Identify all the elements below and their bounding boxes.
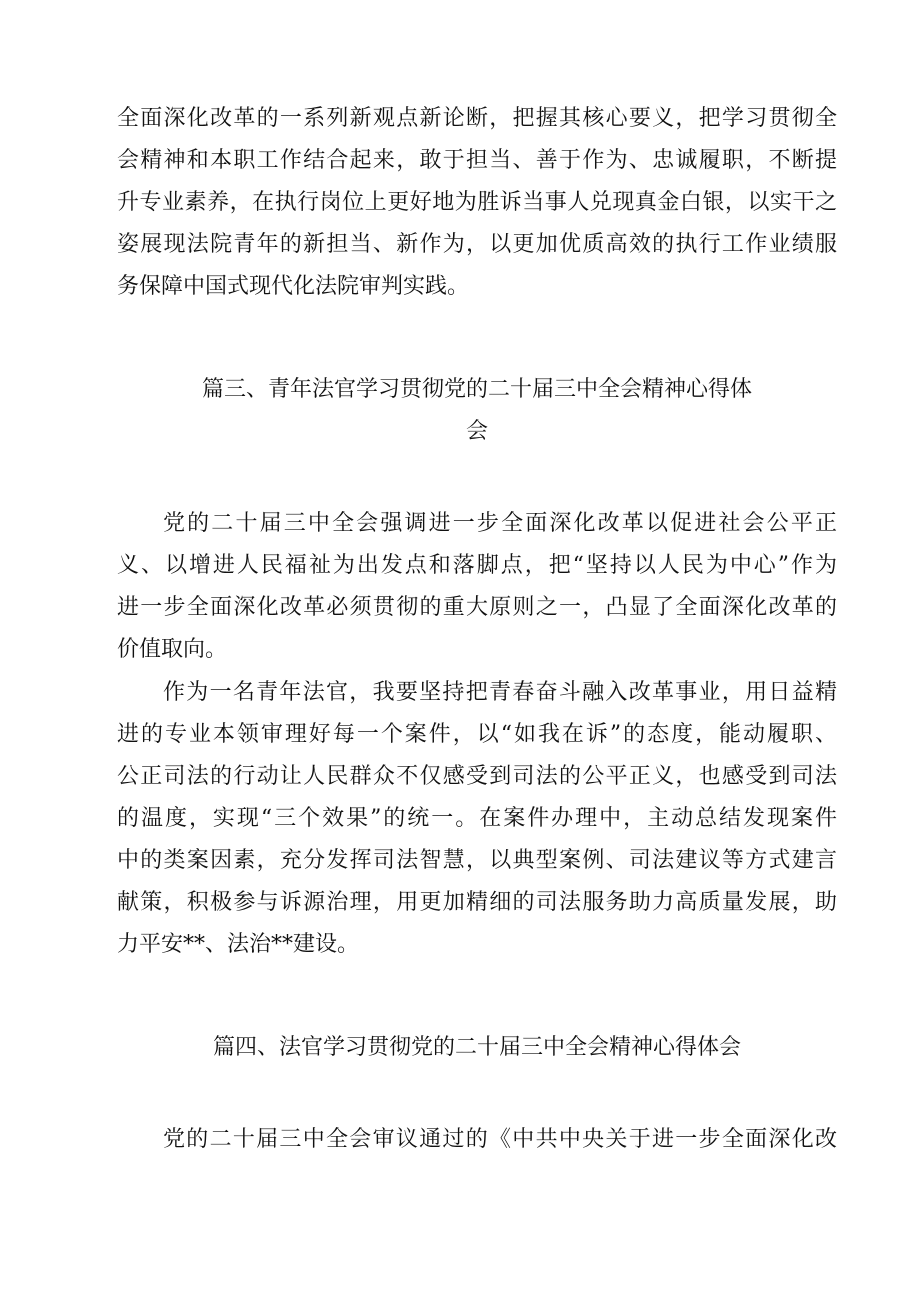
text-line: 升专业素养，在执行岗位上更好地为胜诉当事人兑现真金白银，以实干之 xyxy=(117,190,837,215)
text-line: 的温度，实现“三个效果”的统一。在案件办理中，主动总结发现案件 xyxy=(117,806,837,831)
text-line: 全面深化改革的一系列新观点新论断，把握其核心要义，把学习贯彻全 xyxy=(117,106,837,131)
text-line: 务保障中国式现代化法院审判实践。 xyxy=(117,274,470,299)
text-line: 党的二十届三中全会强调进一步全面深化改革以促进社会公平正 xyxy=(163,511,837,536)
text-line: 会精神和本职工作结合起来，敢于担当、善于作为、忠诚履职，不断提 xyxy=(117,148,837,173)
text-line: 价值取向。 xyxy=(117,637,228,662)
text-line: 公正司法的行动让人民群众不仅感受到司法的公平正义，也感受到司法 xyxy=(117,764,837,789)
section-heading: 篇三、青年法官学习贯彻党的二十届三中全会精神心得体 xyxy=(201,377,752,402)
text-line: 力平安**、法治**建设。 xyxy=(117,932,360,957)
text-line: 进的专业本领审理好每一个案件，以“如我在诉”的态度，能动履职、 xyxy=(117,722,837,747)
text-line: 作为一名青年法官，我要坚持把青春奋斗融入改革事业，用日益精 xyxy=(163,680,837,705)
section-heading: 篇四、法官学习贯彻党的二十届三中全会精神心得体会 xyxy=(212,1035,741,1060)
section-heading-continued: 会 xyxy=(465,419,488,444)
text-line: 党的二十届三中全会审议通过的《中共中央关于进一步全面深化改 xyxy=(163,1127,837,1152)
text-line: 义、以增进人民福祉为出发点和落脚点，把“坚持以人民为中心”作为 xyxy=(117,553,837,578)
text-line: 献策，积极参与诉源治理，用更加精细的司法服务助力高质量发展，助 xyxy=(117,890,837,915)
text-line: 姿展现法院青年的新担当、新作为，以更加优质高效的执行工作业绩服 xyxy=(117,232,837,257)
text-line: 中的类案因素，充分发挥司法智慧，以典型案例、司法建议等方式建言 xyxy=(117,848,837,873)
text-line: 进一步全面深化改革必须贯彻的重大原则之一，凸显了全面深化改革的 xyxy=(117,595,837,620)
